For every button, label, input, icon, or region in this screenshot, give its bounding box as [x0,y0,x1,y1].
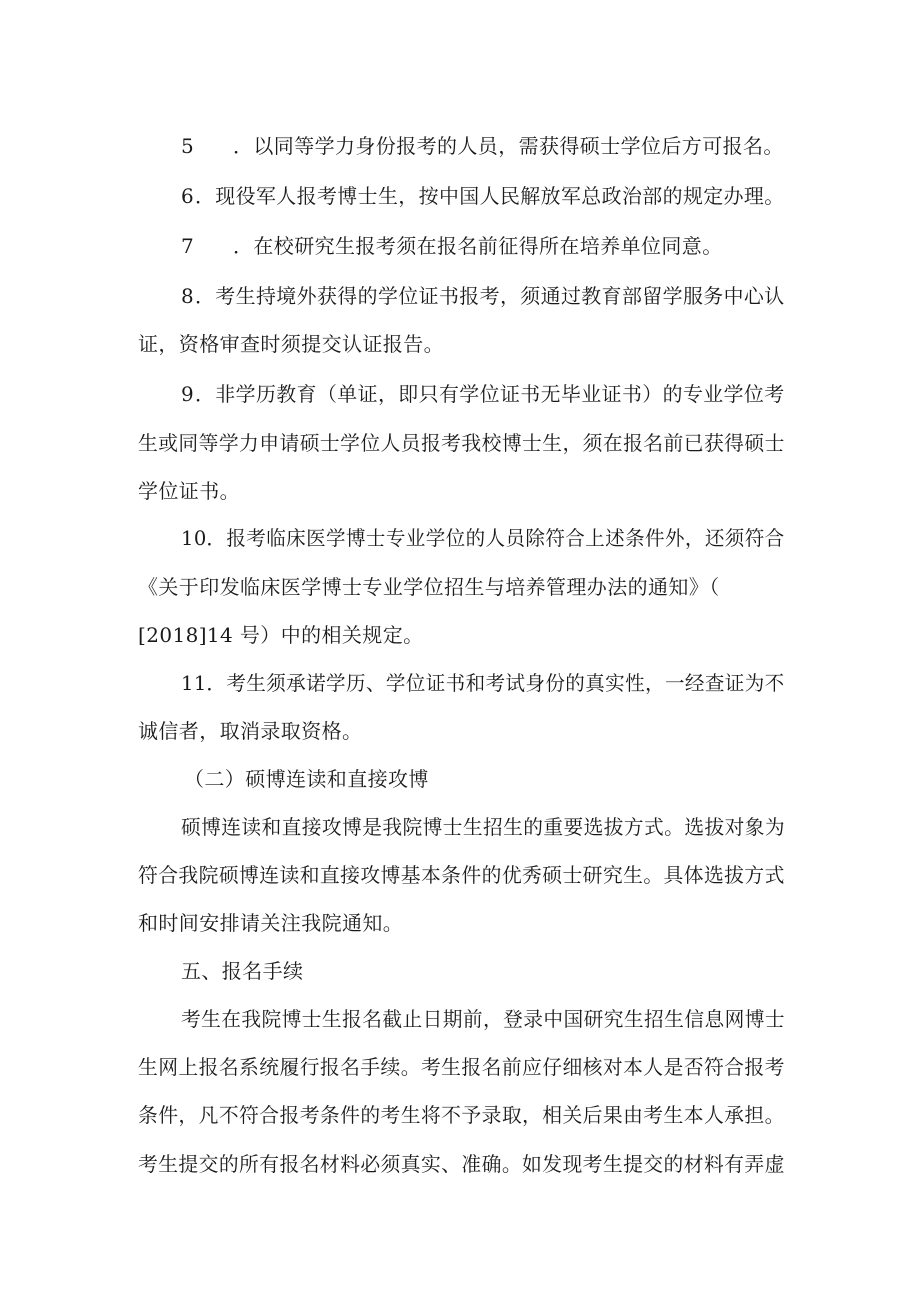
section-heading: 五、报名手续 [181,959,304,983]
item-continuation: [2018]14 号）中的相关规定。 [138,623,424,647]
item-continuation: 学位证书。 [138,479,240,503]
item-number: 11 [181,671,207,695]
item-text: ．现役军人报考博士生，按中国人民解放军总政治部的规定办理。 [194,184,785,208]
item-continuation: 证，资格审查时须提交认证报告。 [138,332,444,356]
item-text: ．非学历教育（单证，即只有学位证书无毕业证书）的专业学位考 [194,382,785,406]
paragraph-line: 考生提交的所有报名材料必须真实、准确。如发现考生提交的材料有弄虚 [138,1152,785,1176]
list-item [181,523,785,553]
item-text: ．报考临床医学博士专业学位的人员除符合上述条件外，还须符合 [206,526,785,550]
paragraph-line: 条件，凡不符合报考条件的考生将不予录取，相关后果由考生本人承担。 [138,1103,785,1127]
item-text: ．考生须承诺学历、学位证书和考试身份的真实性，一经查证为不 [206,671,785,695]
item-continuation: 《关于印发临床医学博士专业学位招生与培养管理办法的通知》（ [138,575,720,599]
item-text: ．在校研究生报考须在报名前征得所在培养单位同意。 [233,234,723,258]
item-number: 9 [181,382,195,406]
item-number: 7 [181,234,195,258]
item-continuation: 诚信者，取消录取资格。 [138,719,363,743]
subheading: （二）硕博连读和直接攻博 [184,767,429,791]
item-number: 5 [181,134,195,158]
item-number: 6 [181,184,195,208]
paragraph-line: 生网上报名系统履行报名手续。考生报名前应仔细核对本人是否符合报考 [138,1055,785,1079]
item-number: 8 [181,284,195,308]
list-item [181,379,785,409]
item-number: 10 [181,526,207,550]
item-continuation: 生或同等学力申请硕士学位人员报考我校博士生，须在报名前已获得硕士 [138,431,785,455]
item-text: ．考生持境外获得的学位证书报考，须通过教育部留学服务中心认 [194,284,785,308]
item-text: ．以同等学力身份报考的人员，需获得硕士学位后方可报名。 [233,134,784,158]
list-item [181,181,785,211]
list-item [181,231,723,261]
list-item [181,281,785,311]
paragraph-line: 符合我院硕博连读和直接攻博基本条件的优秀硕士研究生。具体选拔方式 [138,863,785,887]
paragraph-line: 硕博连读和直接攻博是我院博士生招生的重要选拔方式。选拔对象为 [181,815,785,839]
paragraph-line: 和时间安排请关注我院通知。 [138,911,404,935]
list-item [181,131,784,161]
paragraph-line: 考生在我院博士生报名截止日期前，登录中国研究生招生信息网博士 [181,1007,785,1031]
list-item [181,668,785,698]
